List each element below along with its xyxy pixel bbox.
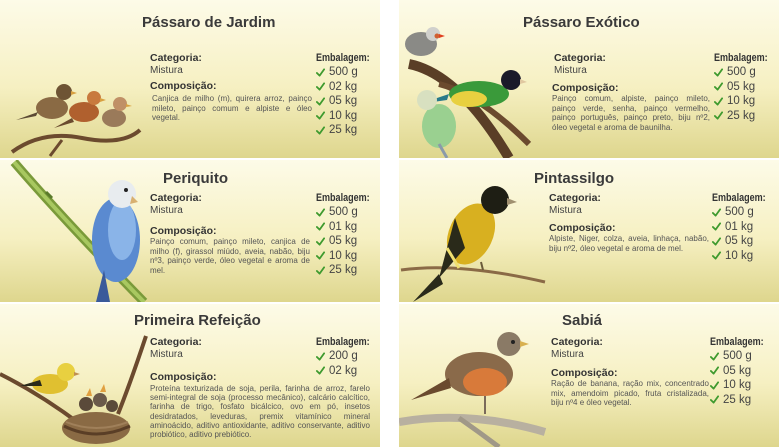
composicao-label: Composição: xyxy=(551,367,618,379)
embalagem-label: Embalagem: xyxy=(710,336,764,348)
embalagem-box xyxy=(712,192,777,263)
embalagem-item: 01 kg xyxy=(712,220,777,235)
embalagem-item: 01 kg xyxy=(316,220,380,235)
composicao-text: Painço comum, alpiste, painço mileto, painço verde, senha, painço vermelho, painço português, painço preto, biju nº2, óleo vegetal e aroma de baunilha. xyxy=(552,94,710,132)
check-icon xyxy=(316,208,325,217)
embalagem-item: 05 kg xyxy=(714,80,779,95)
check-icon xyxy=(316,111,325,120)
composicao-text: Ração de banana, ração mix, concentrado mix, amendoim picado, fruta cristalizada, biju nº4 e óleo vegetal. xyxy=(551,379,709,408)
composicao-label: Composição: xyxy=(552,82,619,94)
product-title: Sabiá xyxy=(562,312,603,329)
nest-feeding-illustration xyxy=(0,334,150,447)
embalagem-item: 10 kg xyxy=(316,249,380,264)
categoria-label: Categoria: xyxy=(551,336,603,348)
embalagem-label: Embalagem: xyxy=(316,336,370,348)
categoria-value: Mistura xyxy=(549,205,582,216)
embalagem-item: 05 kg xyxy=(316,234,380,249)
embalagem-list xyxy=(316,65,380,138)
categoria-label: Categoria: xyxy=(554,52,606,64)
categoria-value: Mistura xyxy=(150,349,183,360)
exotic-birds-illustration xyxy=(399,24,549,158)
garden-birds-illustration xyxy=(2,60,142,158)
embalagem-item: 200 g xyxy=(316,349,380,364)
check-icon xyxy=(316,68,325,77)
check-icon xyxy=(710,352,719,361)
composicao-label: Composição: xyxy=(150,225,217,237)
composicao-text: Alpiste, Niger, colza, aveia, linhaça, nabão, biju nº2, óleo vegetal e aroma de mel. xyxy=(549,234,709,253)
check-icon xyxy=(316,352,325,361)
embalagem-item: 10 kg xyxy=(710,378,775,393)
check-icon xyxy=(712,222,721,231)
embalagem-label: Embalagem: xyxy=(712,192,766,204)
embalagem-item: 25 kg xyxy=(316,123,380,138)
embalagem-box xyxy=(316,192,380,278)
categoria-value: Mistura xyxy=(150,205,183,216)
embalagem-item: 02 kg xyxy=(316,364,380,379)
check-icon xyxy=(714,111,723,120)
composicao-label: Composição: xyxy=(549,222,616,234)
check-icon xyxy=(712,251,721,260)
categoria-value: Mistura xyxy=(150,65,183,76)
thrush-illustration xyxy=(399,322,549,447)
embalagem-list xyxy=(316,205,380,278)
product-card-passaro-de-jardim xyxy=(0,0,380,158)
composicao-text: Proteína texturizada de soja, perila, farinha de arroz, farelo semi-integral de soja (processo mecânico), calcário calcítico, farinha de trigo, fosfato bicálcico, ovo em pó, insetos desidratados, leveduras, premix vitamínico mineral aminoácido, aditivo antioxidante, aditivo conservante, aditivo probiótico, aditivo prebiótico. xyxy=(150,384,370,440)
embalagem-item: 500 g xyxy=(712,205,777,220)
embalagem-item: 05 kg xyxy=(712,234,777,249)
embalagem-item: 500 g xyxy=(710,349,775,364)
embalagem-box xyxy=(316,336,380,378)
embalagem-item: 500 g xyxy=(316,205,380,220)
categoria-value: Mistura xyxy=(554,65,587,76)
composicao-label: Composição: xyxy=(150,371,217,383)
embalagem-item: 10 kg xyxy=(316,109,380,124)
product-card-primeira-refeicao xyxy=(0,304,380,447)
embalagem-item: 25 kg xyxy=(710,393,775,408)
embalagem-item: 05 kg xyxy=(316,94,380,109)
check-icon xyxy=(714,97,723,106)
embalagem-item: 500 g xyxy=(316,65,380,80)
product-title: Primeira Refeição xyxy=(134,312,261,329)
product-title: Pintassilgo xyxy=(534,170,615,187)
product-card-pintassilgo xyxy=(399,160,779,302)
product-title: Pássaro Exótico xyxy=(523,14,640,31)
embalagem-box xyxy=(316,52,380,138)
embalagem-list xyxy=(714,65,779,123)
embalagem-item: 02 kg xyxy=(316,80,380,95)
check-icon xyxy=(316,366,325,375)
categoria-value: Mistura xyxy=(551,349,584,360)
embalagem-label: Embalagem: xyxy=(316,192,370,204)
embalagem-box xyxy=(710,336,775,407)
embalagem-item: 25 kg xyxy=(316,263,380,278)
embalagem-item: 25 kg xyxy=(714,109,779,124)
product-card-periquito xyxy=(0,160,380,302)
composicao-text: Canjica de milho (m), quirera arroz, painço mileto, painço comum e alpiste e óleo vegetal. xyxy=(152,94,312,123)
embalagem-label: Embalagem: xyxy=(714,52,768,64)
embalagem-box xyxy=(714,52,779,123)
embalagem-item: 10 kg xyxy=(712,249,777,264)
product-title: Periquito xyxy=(163,170,229,187)
check-icon xyxy=(710,366,719,375)
embalagem-list xyxy=(712,205,777,263)
check-icon xyxy=(316,222,325,231)
check-icon xyxy=(712,237,721,246)
check-icon xyxy=(714,68,723,77)
check-icon xyxy=(316,266,325,275)
check-icon xyxy=(316,97,325,106)
categoria-label: Categoria: xyxy=(150,52,202,64)
categoria-label: Categoria: xyxy=(150,336,202,348)
embalagem-list xyxy=(710,349,775,407)
product-title: Pássaro de Jardim xyxy=(142,14,276,31)
categoria-label: Categoria: xyxy=(150,192,202,204)
embalagem-item: 500 g xyxy=(714,65,779,80)
categoria-label: Categoria: xyxy=(549,192,601,204)
check-icon xyxy=(710,395,719,404)
embalagem-item: 10 kg xyxy=(714,94,779,109)
goldfinch-illustration xyxy=(399,178,549,302)
composicao-label: Composição: xyxy=(150,80,217,92)
embalagem-list xyxy=(316,349,380,378)
check-icon xyxy=(710,381,719,390)
budgie-illustration xyxy=(4,160,154,302)
check-icon xyxy=(316,251,325,260)
check-icon xyxy=(316,82,325,91)
check-icon xyxy=(316,237,325,246)
product-card-sabia xyxy=(399,304,779,447)
check-icon xyxy=(714,82,723,91)
composicao-text: Painço comum, painço mileto, canjica de milho (f), girassol miúdo, aveia, nabão, biju nº3, painço verde, óleo vegetal e aroma de mel. xyxy=(150,237,310,275)
check-icon xyxy=(316,126,325,135)
embalagem-label: Embalagem: xyxy=(316,52,370,64)
embalagem-item: 05 kg xyxy=(710,364,775,379)
product-card-passaro-exotico xyxy=(399,0,779,158)
check-icon xyxy=(712,208,721,217)
